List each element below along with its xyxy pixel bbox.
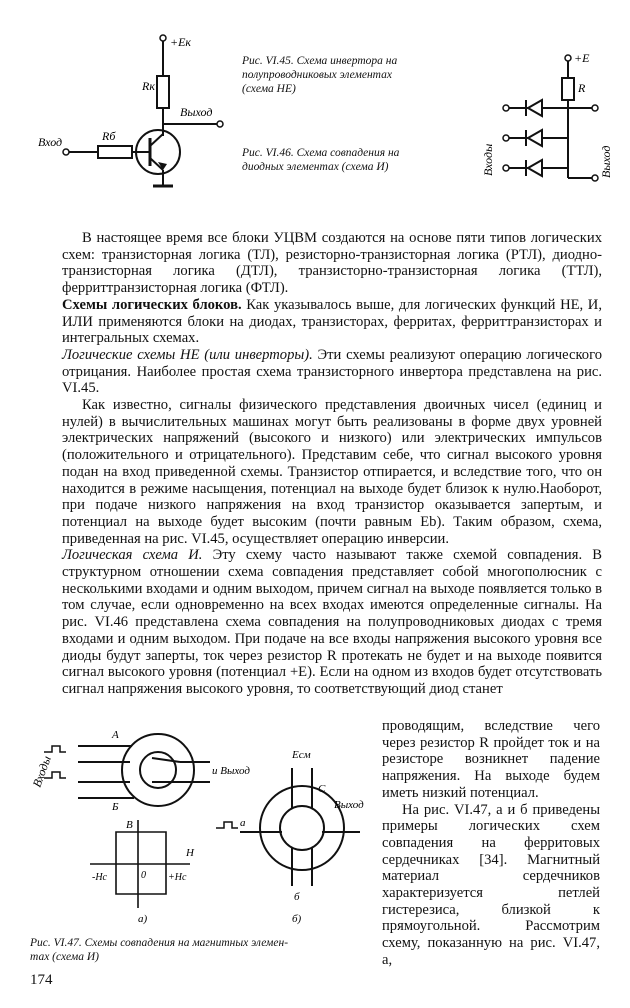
fig47-and-out: и Выход xyxy=(212,765,250,777)
label-zero: 0 xyxy=(141,870,146,881)
figure-vi45-inverter xyxy=(30,28,240,198)
caption-fig47: Рис. VI.47. Схемы совпадения на магнитных элемен- тах (схема И) xyxy=(30,937,289,963)
label-inputs: Входы xyxy=(481,143,495,176)
paragraph-4: Как известно, сигналы физического представления двоичных чисел (единиц и нулей) в вычислительных машинах могут быть реализованы в форме двух уровней электрических напряжений (высокого и низкого) или электрических импульсов (положительного и отрицательного). Представим себе, что сигнал высокого уровня подан на вход приведенной схемы. Транзистор отпирается, и вследствие того, что он находится в режиме насыщения, потенциал на выходе будет близок к нулю.Наоборот, при подаче низкого напряжения на вход транзистор оказывается запертым, и потенциал на выходе будет высоким (почти равным Eb). Таким образом, схема, приведенная на рис. VI.45, осуществляет операцию инверсии. xyxy=(62,397,602,547)
paragraph-2: Как указывалось выше, для логических функций НЕ, И, ИЛИ применяются блоки на диодах, транзисторах, ферритах, ферриттранзисторах и интегральных схемах. xyxy=(62,296,602,347)
label-B: B xyxy=(126,819,133,831)
figure-vi46-diode-and xyxy=(470,48,620,188)
paragraph-1: В настоящее время все блоки УЦВМ создаются на основе пяти типов логических схем: транзисторная логика (ТЛ), резисторно-транзисторная логика (РТЛ), диодно-транзисторная логика (ДТЛ), транзисторно-транзисторная логика (ТТЛ), ферриттранзисторная логика (ФТЛ). xyxy=(62,230,602,297)
run-head-not: Логические схемы НЕ (или инверторы). xyxy=(62,346,313,363)
right-column-text xyxy=(382,718,600,969)
label-rb: Rб xyxy=(102,129,116,143)
right-paragraph-2: На рис. VI.47, а и б приведены примеры логических схем совпадения на ферритовых сердечниках [34]. Магнитный материал сердечников характеризуется петлей гистерезиса, близкой к прямоугольной. Рассмотрим схему, показанную на рис. VI.47, а, xyxy=(382,801,600,968)
label-output: Выход xyxy=(599,145,613,178)
main-text xyxy=(62,230,602,698)
caption-fig46: Рис. VI.46. Схема совпадения на диодных элементах (схема И) xyxy=(242,147,400,173)
label-la: а xyxy=(240,817,246,829)
page-number: 174 xyxy=(30,972,53,988)
run-head-and: Логическая схема И. xyxy=(62,547,203,564)
label-ek: +Eк xyxy=(170,35,192,49)
label-ecm: Eсм xyxy=(292,749,311,761)
label-hc-neg: -Hc xyxy=(92,872,107,883)
label-e: +E xyxy=(574,51,590,65)
label-out-b: Выход xyxy=(334,799,364,811)
figure-vi47-magnetic xyxy=(30,728,380,928)
paragraph-5: Эту схему часто называют также схемой совпадения. В структурном отношении схема совпадения представляет собой многополюсник с несколькими входами и одним выходом, причем сигнал на выходе появляется только в том случае, если одновременно на всех входах имеются определенные сигналы. На рис. VI.46 представлена схема совпадения на полупроводниковых диодах с тремя входами и одним выходом. При подаче на все входы напряжения высокого уровня все диоды будут заперты, ток через резистор R протекать не будет и на выходе появится сигнал высокого уровня (потенциал +E). Если на одном из входов будет отсутствовать сигнал напряжения высокого уровня, то соответствующий диод станет xyxy=(62,547,602,697)
label-hc-pos: +Hc xyxy=(168,872,187,883)
paragraph-3: Эти схемы реализуют операцию логического отрицания. Наиболее простая схема транзисторного инвертора представлена на рис. VI.45. xyxy=(62,346,603,397)
fig47-label-b: Б xyxy=(112,801,119,813)
label-sub-a: а) xyxy=(138,913,148,925)
label-r: R xyxy=(578,81,586,95)
label-rk: Rк xyxy=(142,79,155,93)
label-input: Вход xyxy=(38,135,63,149)
run-head-blocks: Схемы логических блоков. xyxy=(62,296,242,313)
label-lb: б xyxy=(294,891,300,903)
label-c: С xyxy=(318,783,326,795)
label-H: H xyxy=(186,847,194,859)
label-output: Выход xyxy=(180,105,213,119)
label-sub-b: б) xyxy=(292,913,302,925)
fig47-inputs: Входы xyxy=(29,753,54,790)
right-paragraph-1: проводящим, вследствие чего через резистор R пройдет ток и на резисторе возникнет падение напряжения. На выходе будем иметь низкий потенциал. xyxy=(382,718,600,801)
caption-fig45: Рис. VI.45. Схема инвертора на полупроводниковых элементах (схема НЕ) xyxy=(242,55,398,95)
fig47-label-a: A xyxy=(112,729,119,741)
